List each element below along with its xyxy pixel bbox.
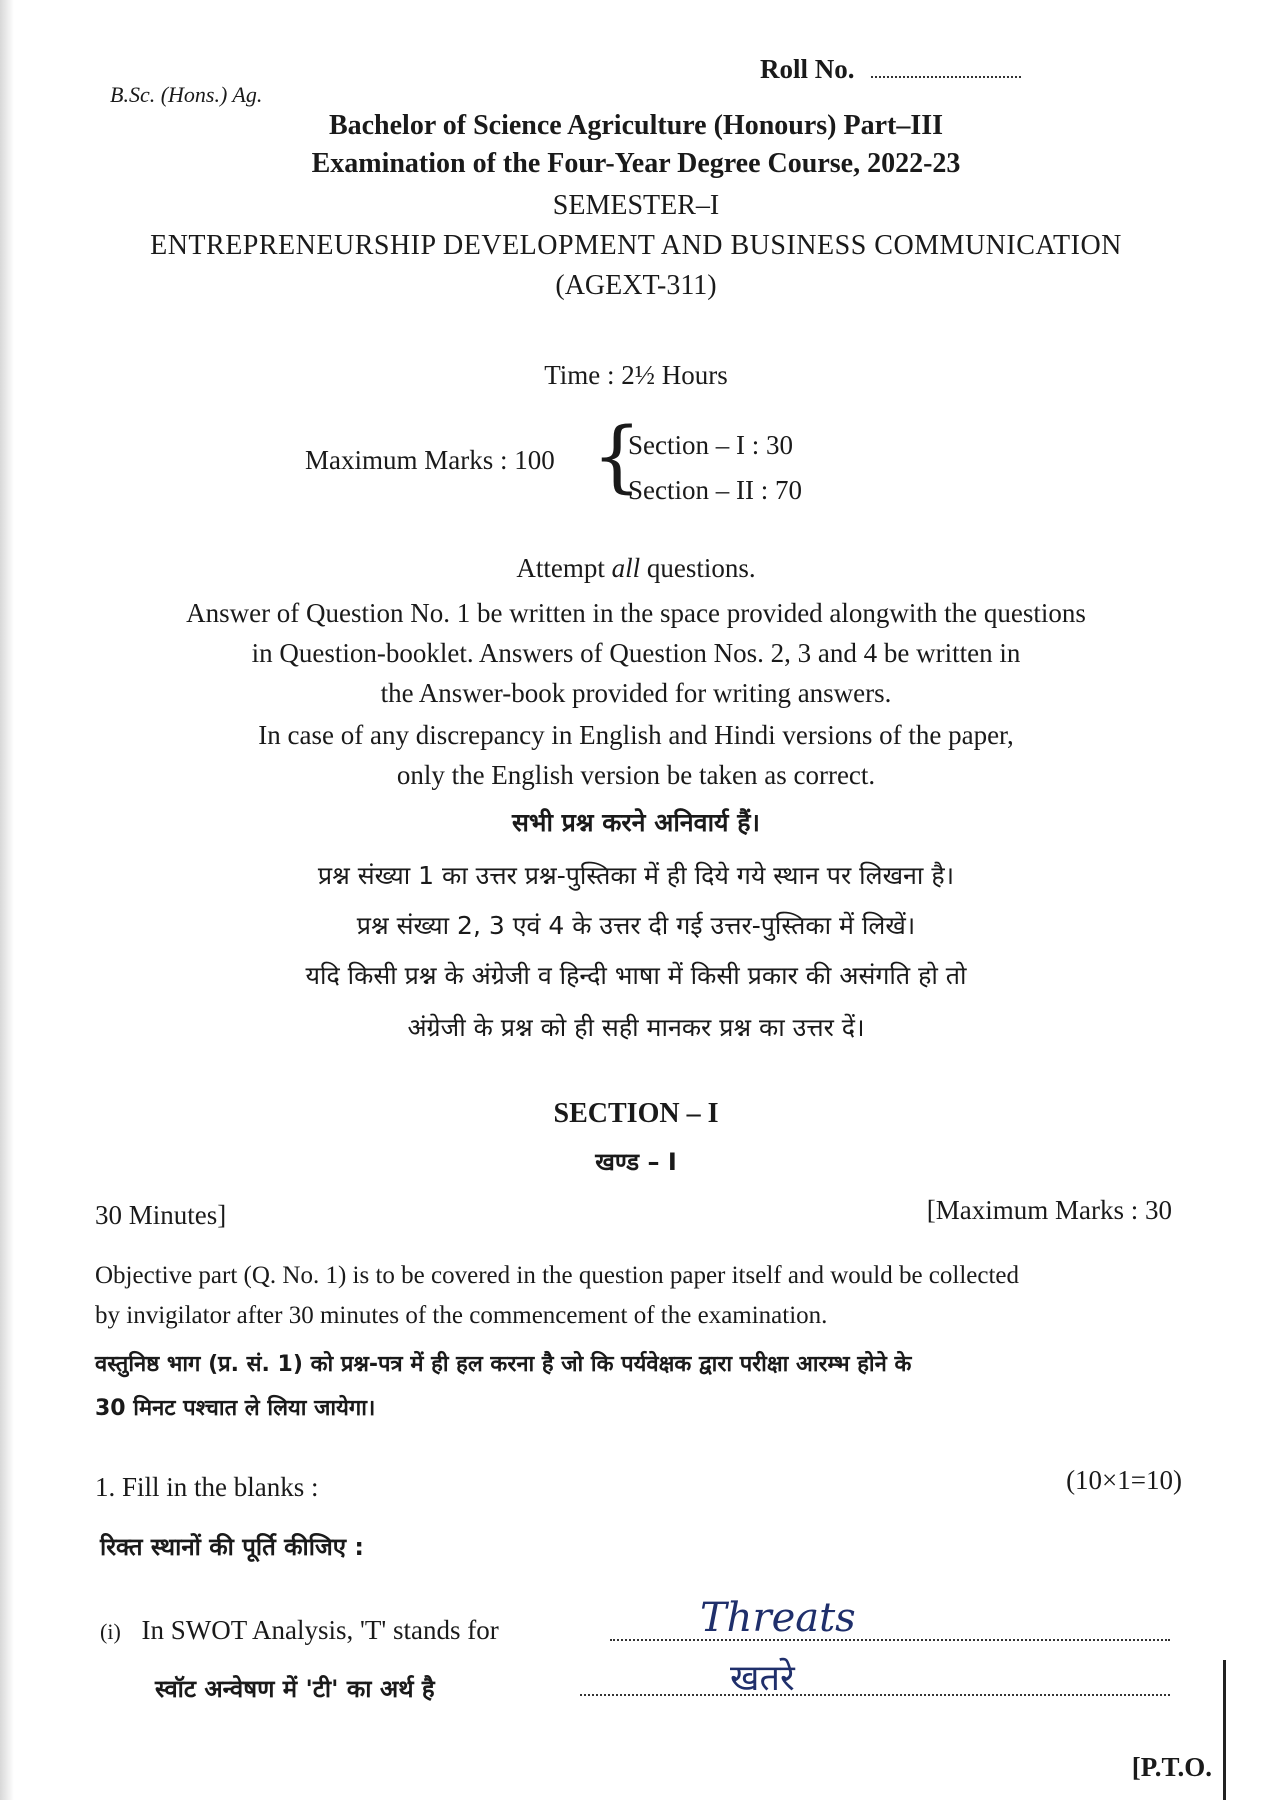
exam-title: Examination of the Four-Year Degree Course, 2022-23 xyxy=(311,148,961,179)
question-number: 1. xyxy=(95,1472,116,1502)
hindi-instruction-1: सभी प्रश्न करने अनिवार्य हैं। xyxy=(511,808,761,837)
section-max-marks: [Maximum Marks : 30 xyxy=(926,1195,1172,1225)
question-item-1-hindi: स्वॉट अन्वेषण में 'टी' का अर्थ है xyxy=(155,1675,435,1703)
section2-marks: Section – II : 70 xyxy=(628,475,802,505)
paper-code: (AGEXT-311) xyxy=(555,270,717,301)
instruction-line-4: In case of any discrepancy in English and Hindi versions of the paper, xyxy=(258,720,1014,750)
question-1-marks: (10×1=10) xyxy=(1066,1465,1182,1495)
section-note-2: by invigilator after 30 minutes of the commencement of the examination. xyxy=(95,1302,828,1329)
attempt-all-instruction xyxy=(0,553,1272,584)
question-title: Fill in the blanks : xyxy=(122,1472,319,1502)
instruction-line-3: the Answer-book provided for writing answers. xyxy=(380,678,892,708)
section-note-1: Objective part (Q. No. 1) is to be covered in the question paper itself and would be collected xyxy=(95,1262,1020,1289)
section-title-hindi: खण्ड – I xyxy=(595,1148,677,1176)
attempt-prefix: Attempt xyxy=(516,553,612,583)
attempt-suffix: questions. xyxy=(640,553,756,583)
item-answer-field[interactable] xyxy=(610,1595,1170,1645)
item-number: (i) xyxy=(100,1619,121,1644)
section-note-hindi-1: वस्तुनिष्ठ भाग (प्र. सं. 1) को प्रश्न-पत्र में ही हल करना है जो कि पर्यवेक्षक द्वारा परीक्षा आरम्भ होने के xyxy=(95,1352,912,1377)
marks-brace: { xyxy=(592,412,642,502)
max-marks: Maximum Marks : 100 xyxy=(305,445,555,475)
hindi-instruction-4: यदि किसी प्रश्न के अंग्रेजी व हिन्दी भाषा में किसी प्रकार की असंगति हो तो xyxy=(305,961,967,990)
instruction-line-5: only the English version be taken as correct. xyxy=(396,760,876,790)
hindi-instruction-2: प्रश्न संख्या 1 का उत्तर प्रश्न-पुस्तिका में ही दिये गये स्थान पर लिखना है। xyxy=(317,861,955,890)
section-note-hindi-2: 30 मिनट पश्चात ले लिया जायेगा। xyxy=(95,1396,376,1421)
instruction-line-2: in Question-booklet. Answers of Question Nos. 2, 3 and 4 be written in xyxy=(251,638,1021,668)
answer-blank-hindi xyxy=(580,1694,1170,1696)
section1-marks: Section – I : 30 xyxy=(628,430,793,460)
degree-title: Bachelor of Science Agriculture (Honours) Part–III xyxy=(328,110,944,141)
answer-blank xyxy=(610,1639,1170,1641)
page-edge-line xyxy=(1223,1660,1226,1800)
pto-note: [P.T.O. xyxy=(1131,1752,1212,1782)
exam-time: Time : 2½ Hours xyxy=(544,360,728,390)
hindi-instruction-5: अंग्रेजी के प्रश्न को ही सही मानकर प्रश्न का उत्तर दें। xyxy=(407,1013,865,1042)
section-time: 30 Minutes] xyxy=(95,1200,227,1230)
attempt-all-word: all xyxy=(611,553,641,583)
roll-number-field xyxy=(760,54,1021,85)
hindi-instruction-3: प्रश्न संख्या 2, 3 एवं 4 के उत्तर दी गई उत्तर-पुस्तिका में लिखें। xyxy=(356,911,916,940)
handwritten-answer-hindi: खतरे xyxy=(730,1658,795,1699)
section-title: SECTION – I xyxy=(553,1098,719,1129)
instruction-line-1: Answer of Question No. 1 be written in the space provided alongwith the questions xyxy=(186,598,1086,628)
subject-title: ENTREPRENEURSHIP DEVELOPMENT AND BUSINESS COMMUNICATION xyxy=(150,230,1122,261)
handwritten-answer: Threats xyxy=(700,1595,856,1641)
item-text: In SWOT Analysis, 'T' stands for xyxy=(141,1615,499,1645)
course-code: B.Sc. (Hons.) Ag. xyxy=(110,82,263,107)
roll-number-blank xyxy=(871,76,1021,78)
question-item-1 xyxy=(100,1615,499,1646)
semester: SEMESTER–I xyxy=(552,190,720,221)
question-1-title-hindi: रिक्त स्थानों की पूर्ति कीजिए : xyxy=(100,1533,365,1561)
item-answer-field-hindi[interactable] xyxy=(580,1650,1170,1700)
roll-label: Roll No. xyxy=(760,54,855,84)
question-1-title xyxy=(95,1472,319,1503)
